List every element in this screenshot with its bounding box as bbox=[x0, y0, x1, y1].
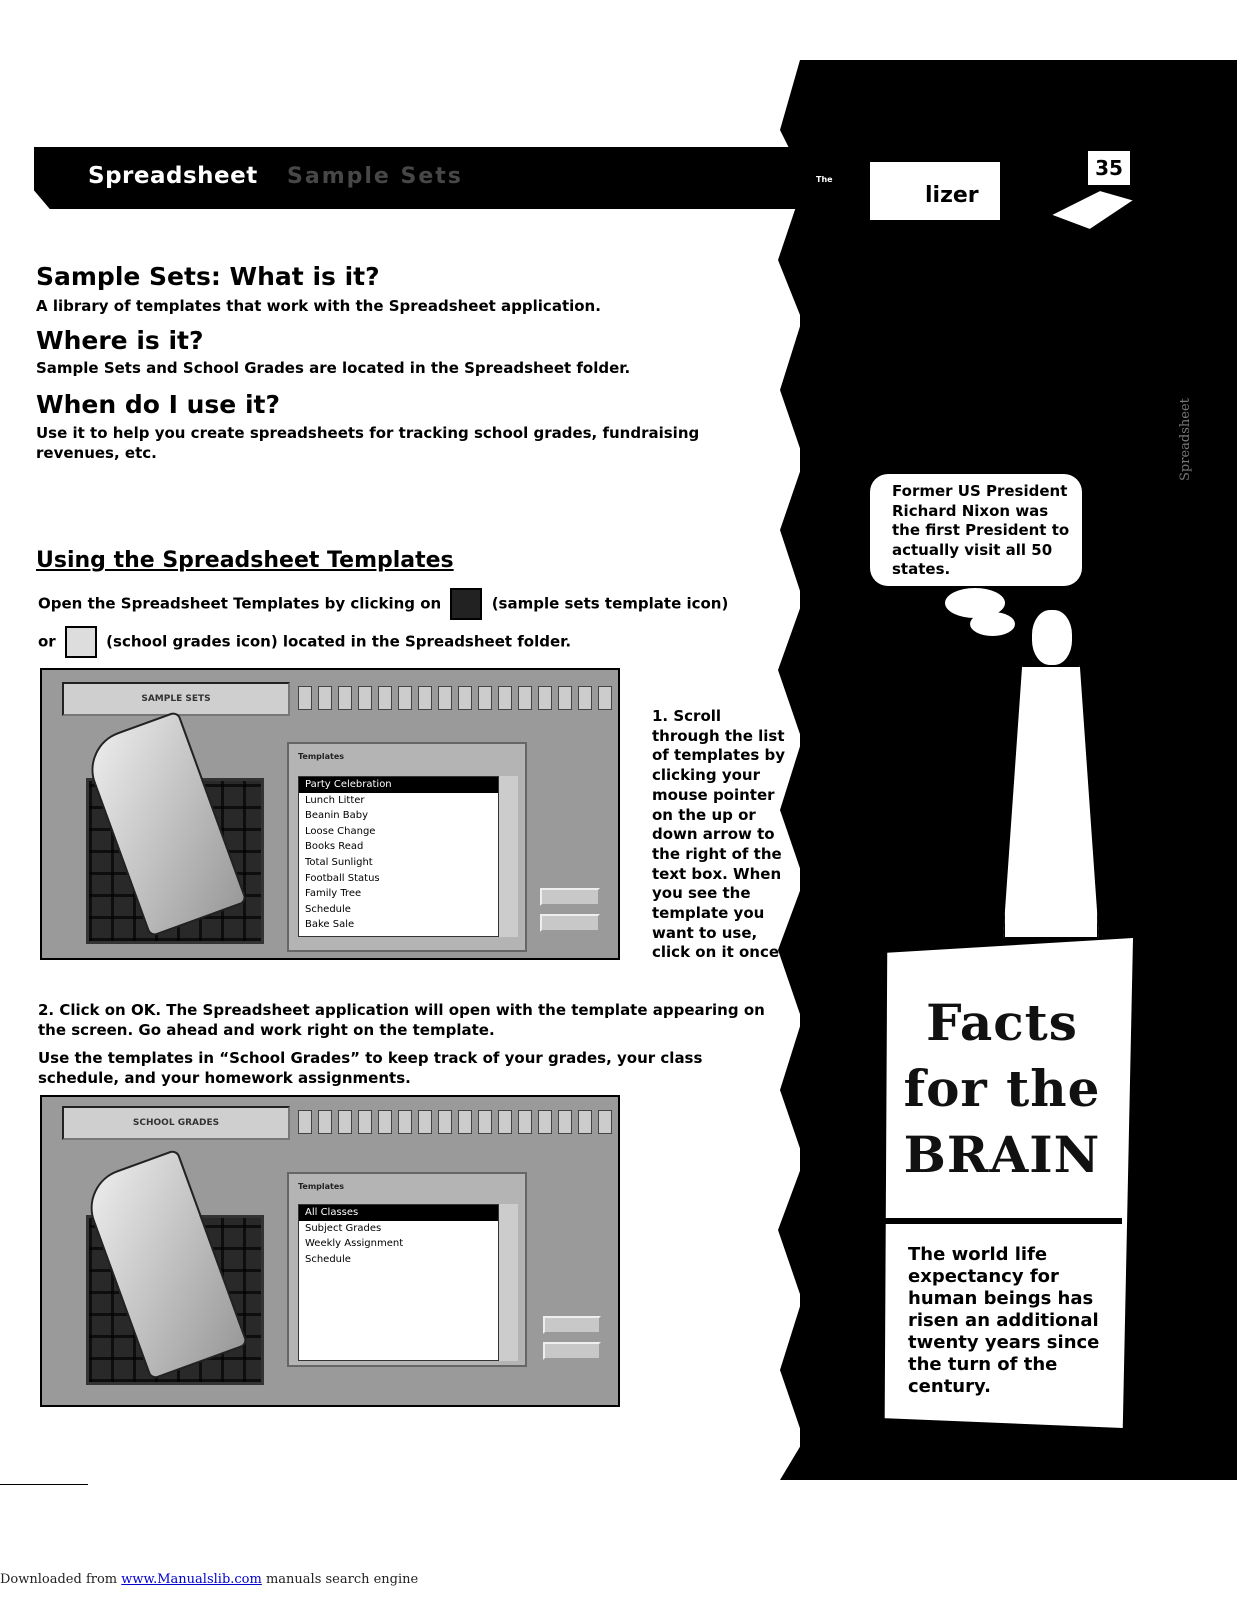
when-text: Use it to help you create spreadsheets for tracking school grades, fundraising revenues, etc. bbox=[36, 424, 700, 462]
step-2-text: 2. Click on OK. The Spreadsheet application will open with the template appearing on the screen. Go ahead and work right on the template. bbox=[38, 1001, 765, 1039]
list-item[interactable]: Books Read bbox=[305, 841, 364, 853]
footer-prefix: Downloaded from bbox=[0, 1572, 122, 1587]
list-item[interactable]: Family Tree bbox=[305, 888, 362, 900]
dialog1-ok-button[interactable] bbox=[540, 888, 600, 906]
school-grades-text: Use the templates in “School Grades” to keep track of your grades, your class schedule, and your homework assignments. bbox=[38, 1049, 703, 1087]
when-heading: When do I use it? bbox=[36, 390, 280, 419]
where-text: Sample Sets and School Grades are located in the Spreadsheet folder. bbox=[36, 359, 631, 377]
facts-title-line-3: BRAIN bbox=[903, 1125, 1101, 1184]
facts-text: The world life expectancy for human beings has risen an additional twenty years since the turn of the century. bbox=[908, 1244, 1100, 1397]
list-item[interactable]: Party Celebration bbox=[299, 777, 517, 793]
footer-link[interactable]: www.Manualslib.com bbox=[121, 1572, 262, 1587]
facts-divider bbox=[882, 1218, 1122, 1224]
step-1-text: 1. Scroll through the list of templates by clicking your mouse pointer on the up or down arrow to the right of the text box. When you see the template you want to use, click on it once. bbox=[652, 707, 786, 962]
using-line-1 bbox=[38, 588, 728, 620]
thought-cloud bbox=[970, 612, 1015, 636]
list-item[interactable]: Lunch Litter bbox=[305, 794, 365, 806]
list-item[interactable]: Subject Grades bbox=[305, 1222, 382, 1234]
list-item[interactable]: Schedule bbox=[305, 1253, 351, 1265]
dialog1-template-list[interactable] bbox=[298, 776, 518, 937]
school-grades-icon[interactable] bbox=[65, 626, 97, 658]
what-heading: Sample Sets: What is it? bbox=[36, 262, 380, 291]
dialog1-strip bbox=[298, 686, 612, 710]
facts-title-line-1: Facts bbox=[926, 993, 1078, 1052]
dialog2-ok-button[interactable] bbox=[543, 1316, 601, 1334]
header-subtitle: Sample Sets bbox=[287, 164, 463, 189]
using-line-2a: or bbox=[38, 632, 56, 651]
using-line-2b: (school grades icon) located in the Spreadsheet folder. bbox=[106, 632, 572, 651]
using-line-1b: (sample sets template icon) bbox=[491, 594, 729, 613]
facts-title bbox=[882, 990, 1122, 1188]
using-line-2 bbox=[38, 626, 571, 658]
list-item[interactable]: Beanin Baby bbox=[305, 810, 369, 822]
list-item[interactable]: Football Status bbox=[305, 872, 380, 884]
dialog2-cancel-button[interactable] bbox=[543, 1342, 601, 1360]
dialog2-template-list[interactable] bbox=[298, 1204, 518, 1361]
dialog2-scrollbar[interactable] bbox=[498, 1204, 518, 1361]
dialog1-title: SAMPLE SETS bbox=[62, 682, 290, 716]
list-item[interactable]: All Classes bbox=[299, 1205, 517, 1221]
dialog2-list-label: Templates bbox=[298, 1182, 345, 1191]
side-tab-label: Spreadsheet bbox=[1178, 398, 1193, 482]
where-heading: Where is it? bbox=[36, 326, 204, 355]
header-title: Spreadsheet bbox=[88, 163, 258, 189]
nixon-fact-bubble: Former US President Richard Nixon was the first President to actually visit all 50 states. bbox=[870, 474, 1082, 586]
brand-the: The bbox=[816, 175, 833, 184]
dialog1-scrollbar[interactable] bbox=[498, 776, 518, 937]
dialog2-strip bbox=[298, 1110, 612, 1134]
brand-name: lizer bbox=[925, 183, 979, 208]
dialog2-title: SCHOOL GRADES bbox=[62, 1106, 290, 1140]
using-line-1a: Open the Spreadsheet Templates by clicking on bbox=[38, 594, 442, 613]
list-item[interactable]: Weekly Assignment bbox=[305, 1238, 404, 1250]
laptop-icon bbox=[1040, 185, 1140, 240]
footer bbox=[0, 1572, 418, 1587]
dialog1-list-label: Templates bbox=[298, 752, 345, 761]
list-item[interactable]: Loose Change bbox=[305, 825, 376, 837]
what-text: A library of templates that work with the Spreadsheet application. bbox=[36, 297, 601, 315]
footer-rule bbox=[0, 1484, 88, 1485]
dialog1-cancel-button[interactable] bbox=[540, 914, 600, 932]
list-item[interactable]: Bake Sale bbox=[305, 919, 355, 931]
sample-sets-template-icon[interactable] bbox=[450, 588, 482, 620]
facts-title-line-2: for the bbox=[903, 1059, 1101, 1118]
page-number: 35 bbox=[1085, 148, 1133, 188]
list-item[interactable]: Schedule bbox=[305, 903, 351, 915]
footer-suffix: manuals search engine bbox=[261, 1572, 419, 1587]
list-item[interactable]: Total Sunlight bbox=[305, 856, 373, 868]
using-heading: Using the Spreadsheet Templates bbox=[36, 548, 454, 573]
figure-head bbox=[1032, 610, 1072, 665]
